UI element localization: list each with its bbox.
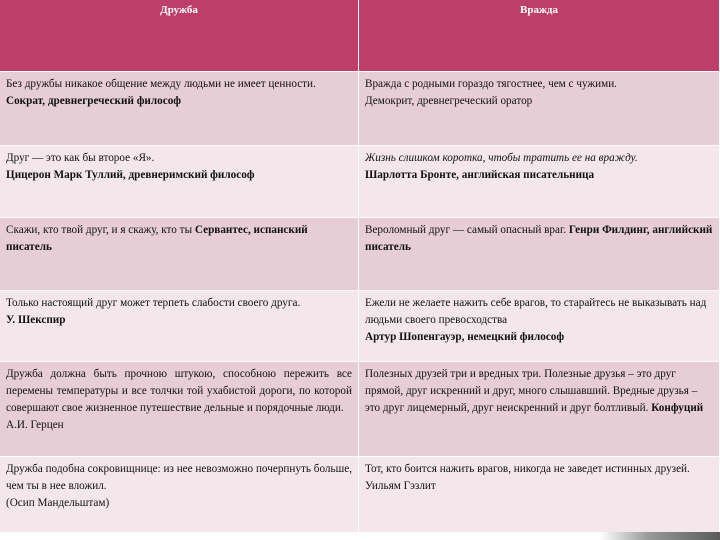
quote-text: Только настоящий друг может терпеть слабости своего друга.: [6, 297, 301, 309]
quote-text: Вероломный друг — самый опасный враг.: [365, 224, 569, 236]
quote-text: Полезных друзей три и вредных три. Полезные друзья – это друг прямой, друг искренний и друг, много слышавший. Вредные друзья – это друг лицемерный, друг неискренний и друг болтливый.: [365, 368, 698, 414]
quote-text: Жизнь слишком коротка, чтобы тратить ее на вражду.: [365, 152, 638, 164]
quote-author: (Осип Мандельштам): [6, 497, 110, 509]
quote-author: Демокрит, древнегреческий оратор: [365, 95, 533, 107]
quote-text: Без дружбы никакое общение между людьми не имеет ценности.: [6, 78, 316, 90]
quote-author: Сократ, древнегреческий философ: [6, 95, 182, 107]
quote-author: Шарлотта Бронте, английская писательница: [365, 169, 595, 181]
quote-author: Артур Шопенгауэр, немецкий философ: [365, 331, 565, 343]
friendship-quote-cell: [0, 457, 359, 533]
friendship-quote-cell: [0, 291, 359, 362]
quote-text: Друг — это как бы второе «Я».: [6, 152, 155, 164]
header-friendship: Дружба: [0, 0, 359, 72]
enmity-quote-cell: [359, 218, 720, 291]
friendship-quote-cell: [0, 146, 359, 218]
header-enmity: Вражда: [359, 0, 720, 72]
enmity-quote-cell: [359, 362, 720, 457]
quote-author: Генри Филдинг, английский писатель: [365, 224, 713, 253]
quote-text: Вражда с родными гораздо тягостнее, чем с чужими.: [365, 78, 617, 90]
friendship-quote-cell: [0, 218, 359, 291]
quote-text: Тот, кто боится нажить врагов, никогда не заведет истинных друзей.: [365, 463, 690, 475]
quote-author: Конфуций: [651, 402, 704, 414]
quote-text: Скажи, кто твой друг, и я скажу, кто ты: [6, 224, 195, 236]
friendship-quote-cell: [0, 72, 359, 146]
quote-author: А.И. Герцен: [6, 419, 64, 431]
quote-text: Ежели не желаете нажить себе врагов, то старайтесь не выказывать над людьми своего превосходства: [365, 297, 707, 326]
quote-author: Уильям Гэзлит: [365, 480, 436, 492]
enmity-quote-cell: [359, 291, 720, 362]
quote-text: Дружба должна быть прочною штукою, способною пережить все перемены температуры и все толчки той ухабистой дороги, по которой совершают свое жизненное путешествие дельные и порядочные люди.: [6, 368, 352, 414]
slide-corner-shadow: [600, 532, 720, 540]
friendship-quote-cell: [0, 362, 359, 457]
enmity-quote-cell: [359, 72, 720, 146]
enmity-quote-cell: [359, 457, 720, 533]
quote-author: Сервантес, испанский писатель: [6, 224, 308, 253]
quote-author: У. Шекспир: [6, 314, 66, 326]
quote-author: Цицерон Марк Туллий, древнеримский философ: [6, 169, 255, 181]
quote-text: Дружба подобна сокровищнице: из нее невозможно почерпнуть больше, чем ты в нее вложил.: [6, 463, 352, 492]
enmity-quote-cell: [359, 146, 720, 218]
